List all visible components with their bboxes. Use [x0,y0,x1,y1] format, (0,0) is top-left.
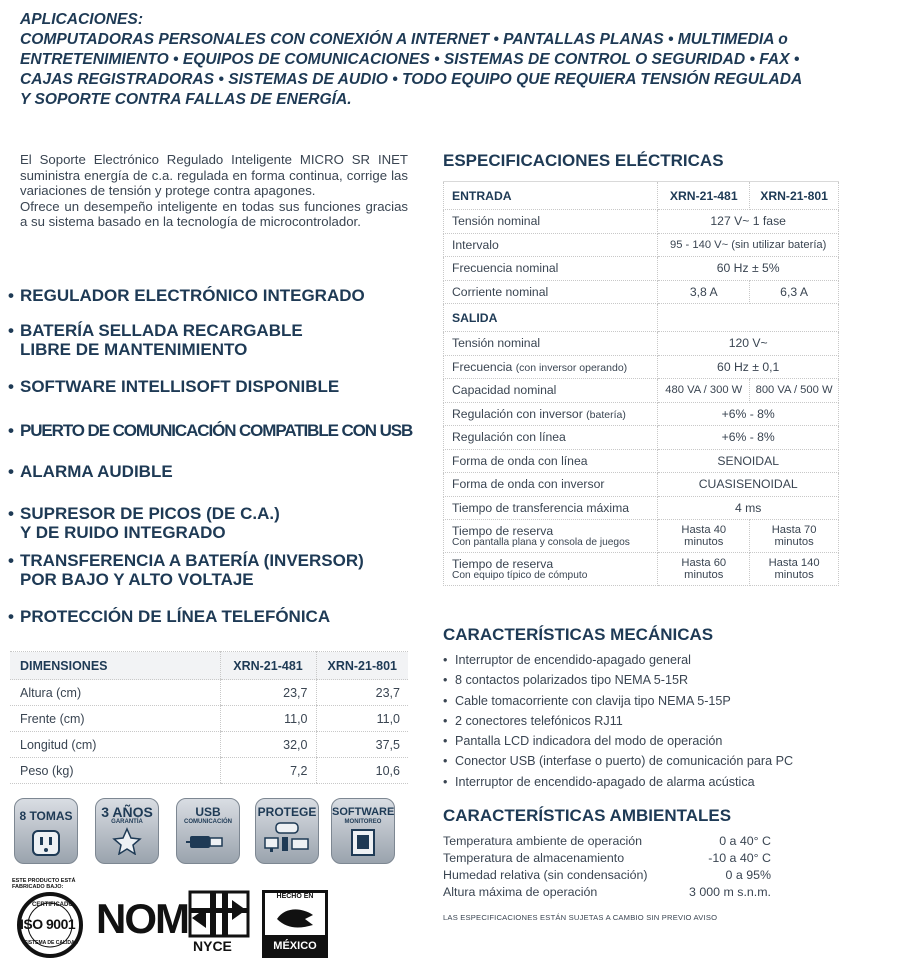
feature-label: ALARMA AUDIBLE [20,462,173,481]
table-cell: 95 - 140 V~ (sin utilizar batería) [658,233,839,257]
table-row [443,866,783,883]
electrical-specs-table [443,181,839,586]
feature-label-line2: POR BAJO Y ALTO VOLTAJE [20,570,254,589]
list-item-text: Interruptor de encendido-apagado de alarma acústica [455,774,755,789]
table-cell: Capacidad nominal [444,379,658,403]
feature-label: SUPRESOR DE PICOS (DE C.A.) [20,504,280,523]
table-cell: 32,0 [220,732,316,758]
table-cell: Hasta 70 minutos [750,520,839,553]
table-header-cell: SALIDA [444,304,658,332]
table-cell: Tensión nominal [444,210,658,234]
list-item-text: Interruptor de encendido-apagado general [455,653,691,667]
nom-logo: NOM [96,895,188,942]
table-cell: 23,7 [316,680,408,706]
table-cell [444,402,658,426]
table-row [443,883,783,900]
feature-label: TRANSFERENCIA A BATERÍA (INVERSOR) [20,551,364,570]
table-row [10,680,408,706]
table-cell: 120 V~ [658,332,839,356]
intro-text [20,152,408,230]
table-cell: Peso (kg) [10,758,220,784]
list-item: • 8 contactos polarizados tipo NEMA 5-15R [443,673,689,688]
table-header-cell: XRN-21-481 [220,652,316,680]
disclaimer-note: LAS ESPECIFICACIONES ESTÁN SUJETAS A CAMBIO SIN PREVIO AVISO [443,913,718,922]
table-cell: Forma de onda con línea [444,449,658,473]
table-cell: 11,0 [220,706,316,732]
table-header-row [10,652,408,680]
table-cell: Frecuencia nominal [444,257,658,281]
table-cell: 800 VA / 500 W [750,379,839,403]
badge-label: USB [195,805,221,819]
warranty-badge [95,798,159,864]
star-icon [112,827,142,855]
table-row [443,849,783,866]
table-cell: Tensión nominal [444,332,658,356]
table-cell [444,520,658,553]
ambient-table [443,832,783,900]
table-cell: Hasta 140 minutos [750,553,839,586]
nyce-mark-icon [188,890,250,938]
list-item: • Pantalla LCD indicadora del modo de operación [443,734,723,749]
row-label: Tiempo de reserva [452,523,554,538]
usb-cable-icon [186,829,230,855]
table-row [444,520,839,553]
row-sublabel: Con equipo típico de cómputo [452,569,588,581]
table-row [444,426,839,450]
feature-label: PUERTO DE COMUNICACIÓN COMPATIBLE CON USB [20,421,413,440]
electrical-title: ESPECIFICACIONES ELÉCTRICAS [443,151,724,170]
badge-label: 3 AÑOS [101,804,153,820]
feature-label: BATERÍA SELLADA RECARGABLE [20,321,303,340]
table-cell: 6,3 A [750,280,839,304]
feature-label-line2: LIBRE DE MANTENIMIENTO [20,340,248,359]
applications-line: ENTRETENIMIENTO • EQUIPOS DE COMUNICACIONES • SISTEMAS DE CONTROL O SEGURIDAD • FAX • [20,51,800,68]
row-label: Frecuencia [452,359,513,374]
row-label: Tiempo de reserva [452,556,554,571]
feature-item: • PROTECCIÓN DE LÍNEA TELEFÓNICA [8,607,331,626]
list-item: • 2 conectores telefónicos RJ11 [443,713,623,728]
mechanical-title: CARACTERÍSTICAS MECÁNICAS [443,625,714,644]
feature-item: • ALARMA AUDIBLE [8,462,173,481]
made-in-mexico-logo [262,890,328,958]
list-item-text: 2 conectores telefónicos RJ11 [455,713,623,728]
table-cell: 0 a 40° C [719,833,771,848]
mexico-label: MÉXICO [273,940,317,952]
table-cell: Humedad relativa (sin condensación) [443,867,648,882]
table-header-cell: DIMENSIONES [10,652,220,680]
table-row [444,553,839,586]
row-label-note: (batería) [586,408,626,421]
table-cell: +6% - 8% [658,426,839,450]
table-cell: 23,7 [220,680,316,706]
table-cell: Hasta 60 minutos [658,553,750,586]
table-row [444,257,839,281]
table-row [444,355,839,379]
table-cell: -10 a 40° C [708,850,771,865]
mechanical-list [443,650,863,792]
table-header-cell: ENTRADA [444,182,658,210]
table-header-row [444,182,839,210]
table-cell: 11,0 [316,706,408,732]
iso-label: ISO 9001 [20,916,76,932]
table-cell: SENOIDAL [658,449,839,473]
table-header-cell: XRN-21-481 [658,182,750,210]
table-row [443,832,783,849]
table-row [444,379,839,403]
iso-ring-bottom: SISTEMA DE CALIDAD [24,940,79,946]
table-cell: 4 ms [658,496,839,520]
feature-item: • BATERÍA SELLADA RECARGABLE LIBRE DE MANTENIMIENTO [8,321,303,359]
row-label: Regulación con inversor [452,406,583,421]
table-cell: Longitud (cm) [10,732,220,758]
table-cell [658,304,839,332]
badge-sublabel: COMUNICACIÓN [184,819,232,825]
iso-ring-text: CERTIFICADO [32,902,73,908]
eagle-icon [275,905,315,931]
table-row [444,402,839,426]
feature-label: PROTECCIÓN DE LÍNEA TELEFÓNICA [20,607,331,626]
outlets-badge [14,798,78,864]
nyce-label: NYCE [193,938,232,954]
row-label-note: (con inversor operando) [515,361,628,374]
certification-logos [10,876,410,960]
protects-badge [255,798,319,864]
table-row [444,332,839,356]
table-cell: Hasta 40 minutos [658,520,750,553]
badge-label: 8 TOMAS [19,809,73,823]
table-cell: Tiempo de transferencia máxima [444,496,658,520]
iso-caption: ESTE PRODUCTO ESTÁ FABRICADO BAJO: [12,878,76,890]
table-cell: Altura (cm) [10,680,220,706]
feature-item: • SUPRESOR DE PICOS (DE C.A.) Y DE RUIDO INTEGRADO [8,504,280,542]
table-header-cell: XRN-21-801 [750,182,839,210]
list-item-text: Cable tomacorriente con clavija tipo NEMA 5-15P [455,693,731,708]
table-cell: Altura máxima de operación [443,884,598,899]
applications-line: CAJAS REGISTRADORAS • SISTEMAS DE AUDIO • TODO EQUIPO QUE REQUIERA TENSIÓN REGULADA [20,71,803,88]
table-row [10,706,408,732]
badge-sublabel: MONITOREO [344,819,382,825]
table-row [444,280,839,304]
row-sublabel: Con pantalla plana y consola de juegos [452,536,630,548]
table-cell: Frente (cm) [10,706,220,732]
feature-item: • PUERTO DE COMUNICACIÓN COMPATIBLE CON USB [8,421,413,440]
table-cell: 3 000 m s.n.m. [689,884,771,899]
table-row [444,233,839,257]
feature-item: • REGULADOR ELECTRÓNICO INTEGRADO [8,286,365,305]
feature-label-line2: Y DE RUIDO INTEGRADO [20,523,226,542]
feature-item: • SOFTWARE INTELLISOFT DISPONIBLE [8,377,340,396]
list-item-text: Conector USB (interfase o puerto) de comunicación para PC [455,754,794,769]
table-cell: 60 Hz ± 0,1 [658,355,839,379]
table-row [10,732,408,758]
table-cell: 7,2 [220,758,316,784]
software-box-icon [348,827,378,857]
table-row [444,473,839,497]
made-in-label: HECHO EN [276,893,314,900]
list-item: • Cable tomacorriente con clavija tipo NEMA 5-15P [443,693,731,708]
applications-block [20,10,890,110]
badge-sublabel: GARANTÍA [111,819,143,825]
software-badge [331,798,395,864]
table-header-cell: XRN-21-801 [316,652,408,680]
dimensions-table [10,651,408,784]
feature-item: • TRANSFERENCIA A BATERÍA (INVERSOR) POR BAJO Y ALTO VOLTAJE [8,551,364,589]
applications-line: COMPUTADORAS PERSONALES CON CONEXIÓN A INTERNET • PANTALLAS PLANAS • MULTIMEDIA o [20,31,788,48]
table-row [444,449,839,473]
applications-title: APLICACIONES: [20,11,144,28]
table-cell: 37,5 [316,732,408,758]
table-cell: Temperatura de almacenamiento [443,850,625,865]
applications-line: Y SOPORTE CONTRA FALLAS DE ENERGÍA. [20,91,352,108]
usb-badge [176,798,240,864]
list-item: • Conector USB (interfase o puerto) de comunicación para PC [443,754,794,769]
table-cell [444,355,658,379]
table-cell: Regulación con línea [444,426,658,450]
table-row [10,758,408,784]
list-item: • Interruptor de encendido-apagado general [443,653,691,667]
table-cell: Forma de onda con inversor [444,473,658,497]
table-cell: 3,8 A [658,280,750,304]
outlet-icon [31,829,61,857]
badge-label: SOFTWARE [332,806,395,818]
table-cell [444,553,658,586]
table-row [444,496,839,520]
list-item: • Interruptor de encendido-apagado de alarma acústica [443,774,755,789]
badge-label: PROTEGE [257,805,317,819]
feature-label: SOFTWARE INTELLISOFT DISPONIBLE [20,377,340,396]
list-item-text: Pantalla LCD indicadora del modo de operación [455,734,723,749]
intro-paragraph: Ofrece un desempeño inteligente en todas sus funciones gracias a su sistema basado en la tecnología de microcontrolador. [20,198,408,230]
ambient-title: CARACTERÍSTICAS AMBIENTALES [443,806,732,825]
table-cell: 0 a 95% [725,867,771,882]
table-header-row [444,304,839,332]
table-row [444,210,839,234]
feature-label: REGULADOR ELECTRÓNICO INTEGRADO [20,286,365,305]
devices-icon [262,821,312,859]
table-cell: +6% - 8% [658,402,839,426]
list-item-text: 8 contactos polarizados tipo NEMA 5-15R [455,673,689,688]
table-cell: Intervalo [444,233,658,257]
table-cell: 480 VA / 300 W [658,379,750,403]
intro-paragraph: El Soporte Electrónico Regulado Inteligente MICRO SR INET suministra energía de c.a. regulada en forma continua, corrige las variaciones de tensión y protege contra apagones. [20,152,408,199]
table-cell: Corriente nominal [444,280,658,304]
table-cell: 60 Hz ± 5% [658,257,839,281]
table-cell: Temperatura ambiente de operación [443,833,643,848]
table-cell: 127 V~ 1 fase [658,210,839,234]
table-cell: 10,6 [316,758,408,784]
table-cell: CUASISENOIDAL [658,473,839,497]
